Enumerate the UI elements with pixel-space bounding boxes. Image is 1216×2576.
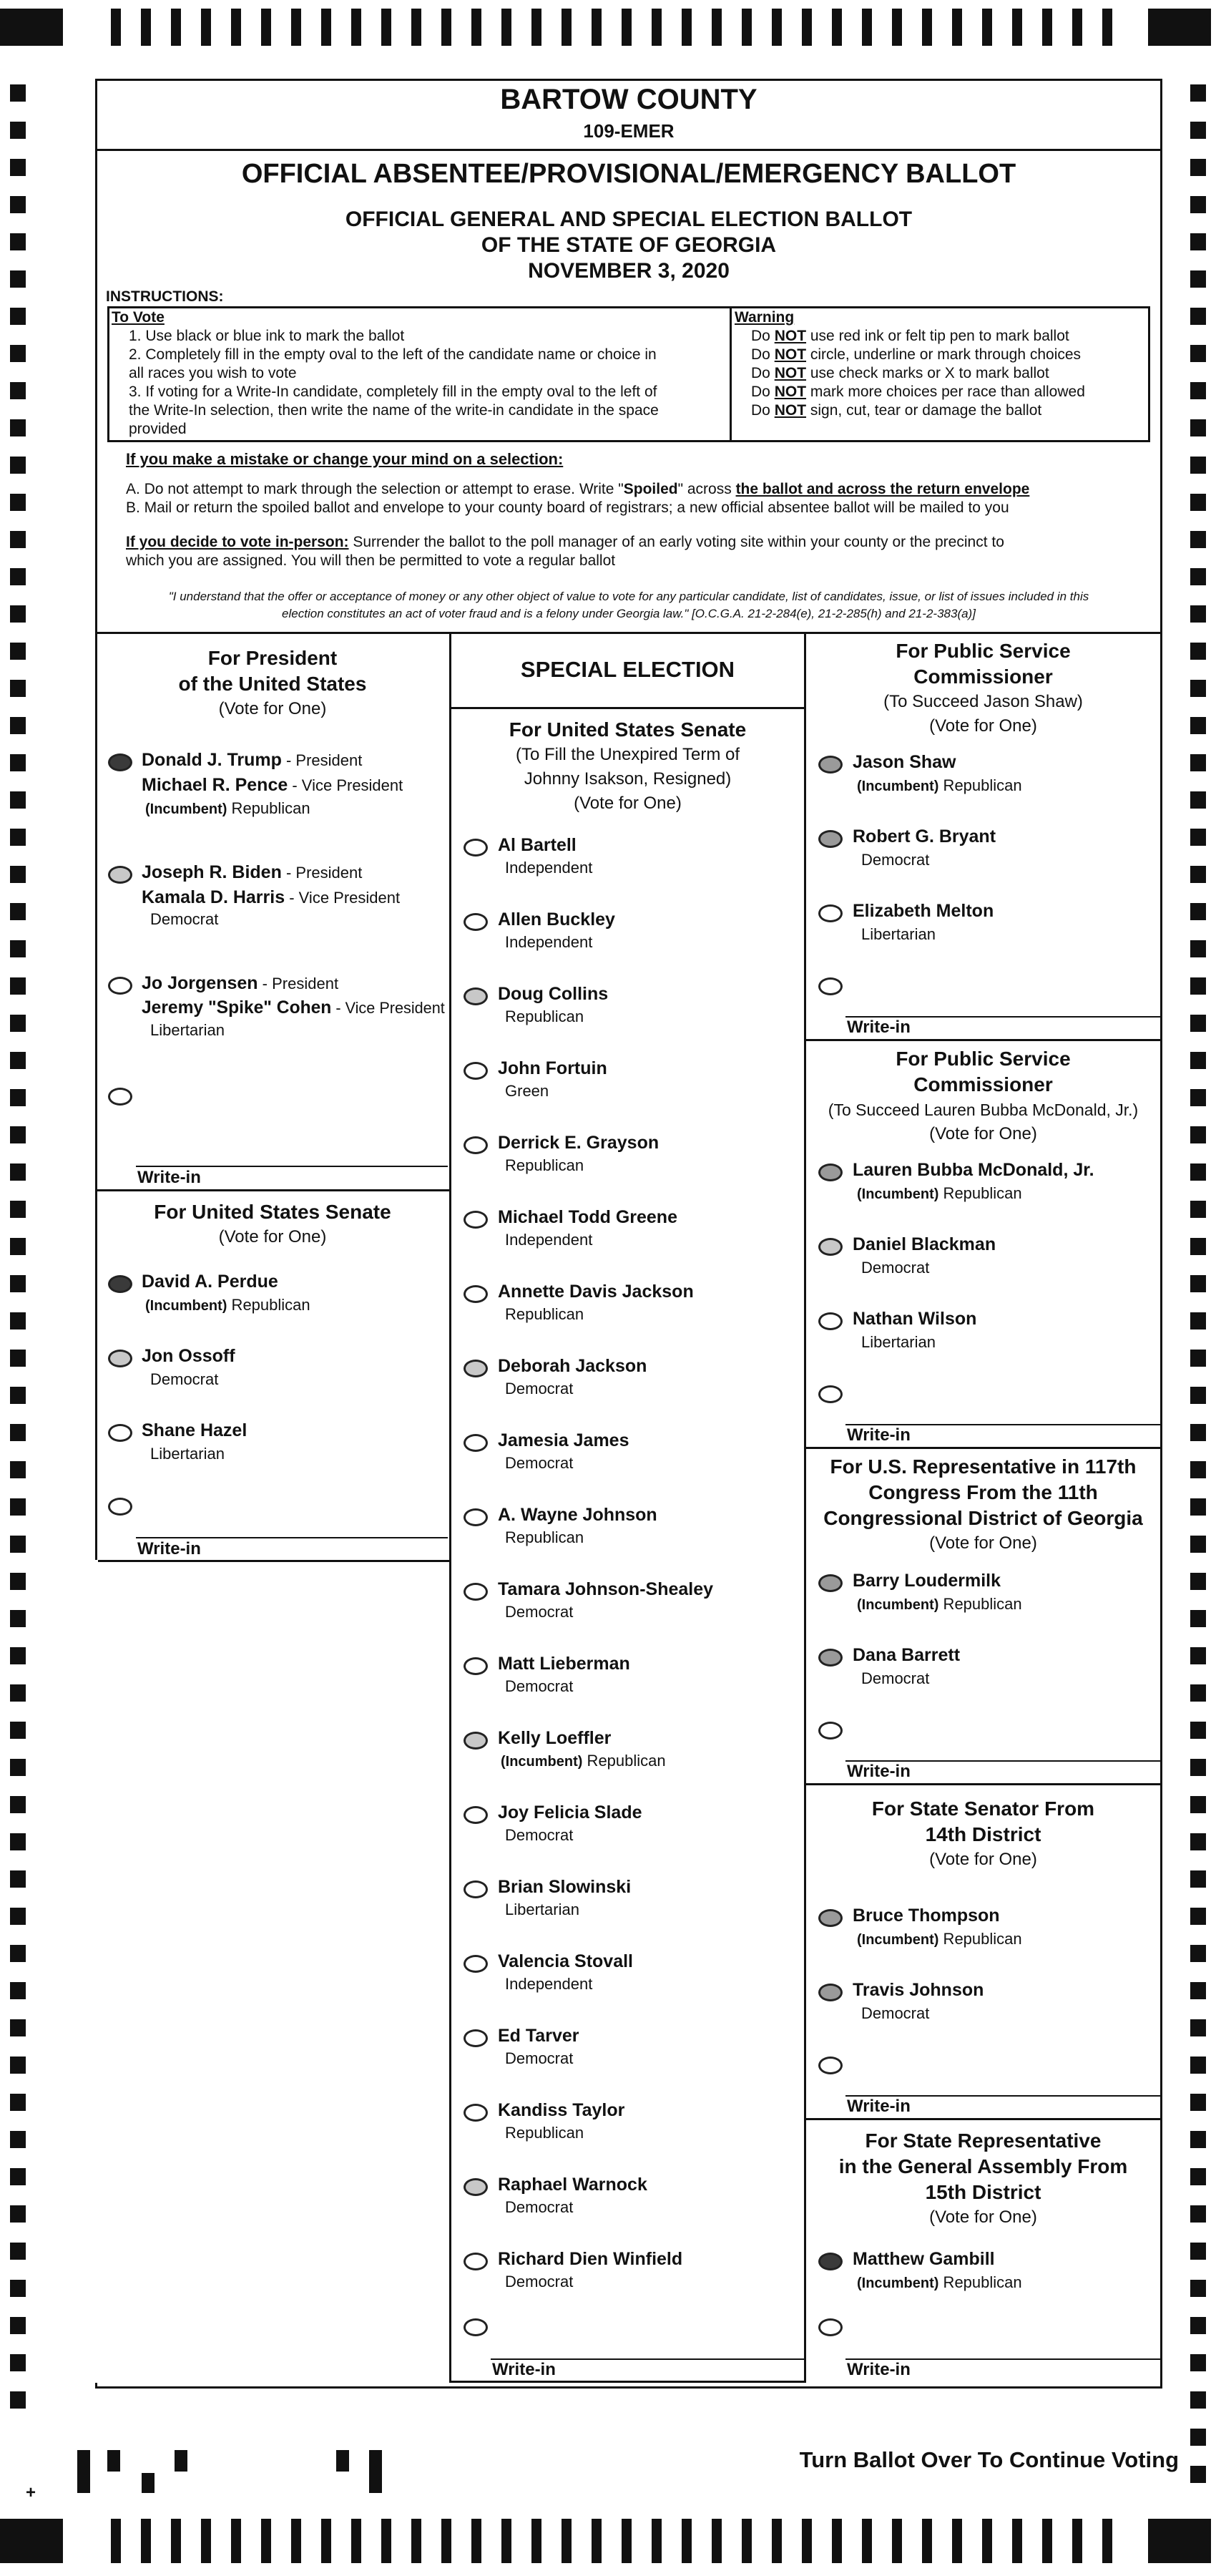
candidate-name: Lauren Bubba McDonald, Jr. [853,1160,1094,1180]
candidate-name: Dana Barrett [853,1645,961,1665]
race-title: 15th District [925,2181,1041,2203]
timing-mark [201,9,211,46]
candidate-party: (Incumbent) Republican [857,776,1022,794]
candidate-party: Green [505,1082,549,1100]
timing-mark [742,9,752,46]
timing-mark [1148,9,1211,46]
vote-oval[interactable] [464,1955,488,1973]
vote-oval[interactable] [464,1285,488,1303]
candidate-party: Independent [505,1975,593,1993]
code-bar [369,2450,382,2493]
candidate-name: Michael Todd Greene [498,1207,677,1227]
timing-mark [141,9,151,46]
race-title: For Public Service [896,640,1071,662]
vote-oval[interactable] [818,1163,843,1181]
candidate-name: Ed Tarver [498,2026,579,2046]
candidate-name: Shane Hazel [142,1420,247,1440]
divider [804,1783,1162,1785]
vote-oval[interactable] [464,1062,488,1080]
candidate-party: Independent [505,859,593,877]
candidate-party: Democrat [505,2049,574,2067]
candidate-name: Raphael Warnock [498,2175,647,2195]
vote-oval[interactable] [818,1649,843,1667]
write-in-label: Write-in [847,1762,911,1781]
candidate-party: Independent [505,1231,593,1249]
candidate-party: Libertarian [150,1445,225,1463]
write-in-line[interactable] [136,1537,448,1538]
race-title: Commissioner [913,665,1053,688]
code-bar [142,2473,155,2493]
candidate-name: Jo Jorgensen - President [142,973,339,993]
write-in-label: Write-in [847,2360,911,2379]
timing-mark [411,9,421,46]
vote-oval-write-in[interactable] [818,977,843,995]
to-vote-label: To Vote [112,309,165,326]
instruction-line: 2. Completely fill in the empty oval to the left of the candidate name or choice in [129,346,657,363]
candidate-name: Joseph R. Biden - President [142,862,363,882]
candidate-party: Libertarian [150,1021,225,1039]
county-name: BARTOW COUNTY [500,84,757,115]
candidate-party: Republican [505,2124,584,2142]
timing-mark [982,9,992,46]
candidate-party: Democrat [505,2198,574,2216]
vote-oval[interactable] [464,1732,488,1750]
divider [804,1447,1162,1449]
timing-mark [1012,9,1022,46]
vote-oval-hazel[interactable] [108,1424,132,1442]
warning-line: Do NOT use red ink or felt tip pen to mark ballot [751,328,1069,344]
vote-oval[interactable] [464,1360,488,1377]
vote-oval[interactable] [464,2104,488,2122]
race-subtitle: (To Fill the Unexpired Term of [515,745,740,764]
race-subtitle: Johnny Isakson, Resigned) [524,769,732,789]
candidate-name: Daniel Blackman [853,1234,996,1254]
vote-oval-write-in[interactable] [818,2318,843,2336]
timing-mark [922,9,932,46]
registration-mark: + [26,2483,36,2502]
warning-line: Do NOT sign, cut, tear or damage the ballot [751,402,1042,419]
candidate-name: David A. Perdue [142,1272,278,1292]
candidate-party: Libertarian [861,925,936,943]
instruction-line: the Write-In selection, then write the name of the write-in candidate in the space [129,402,659,419]
race-title: For State Representative [865,2129,1102,2152]
timing-mark [531,9,541,46]
candidate-party: Democrat [505,1603,574,1621]
vote-oval[interactable] [464,1136,488,1154]
divider [95,1189,450,1191]
vote-oval[interactable] [464,1583,488,1601]
candidate-name: Donald J. Trump - President [142,750,363,770]
candidate-party: (Incumbent) Republican [857,1930,1022,1948]
candidate-name: Tamara Johnson-Shealey [498,1579,714,1599]
candidate-name: Michael R. Pence - Vice President [142,775,403,795]
timing-mark [952,9,962,46]
candidate-party: Democrat [505,1826,574,1844]
vote-oval-biden[interactable] [108,866,132,884]
timing-mark [261,9,271,46]
vote-oval[interactable] [464,2178,488,2196]
vote-for: (Vote for One) [929,1124,1037,1143]
candidate-name: Kandiss Taylor [498,2100,625,2120]
vote-oval-write-in[interactable] [108,1088,132,1106]
candidate-party: Democrat [861,2004,930,2022]
timing-mark [441,9,451,46]
candidate-name: Bruce Thompson [853,1906,1000,1926]
timing-mark [171,9,181,46]
race-title: For United States Senate [154,1201,391,1223]
ballot-title: OFFICIAL ABSENTEE/PROVISIONAL/EMERGENCY BALLOT [241,159,1016,189]
write-in-label: Write-in [137,1168,201,1187]
candidate-name: Travis Johnson [853,1980,984,2000]
vote-for: (Vote for One) [929,1850,1037,1869]
vote-for: (Vote for One) [218,699,327,718]
timing-mark [501,9,511,46]
candidate-party: Democrat [505,2273,574,2290]
timing-mark [682,9,692,46]
race-title: For United States Senate [509,718,747,741]
vote-oval[interactable] [818,830,843,848]
timing-mark [592,9,602,46]
candidate-name: Joy Felicia Slade [498,1802,642,1823]
instruction-line: all races you wish to vote [129,365,297,381]
write-in-label: Write-in [847,2097,911,2116]
ballot-code: 109-EMER [583,120,675,142]
legal-notice-2: election constitutes an act of voter fraud and is a felony under Georgia law." [O.C.G.A. 21-2-284(e), 21-2-285(h) and 21-2-383(a)] [282,607,976,620]
mistake-heading: If you make a mistake or change your mind on a selection: [126,450,564,468]
timing-mark [291,9,301,46]
vote-for: (Vote for One) [929,716,1037,736]
candidate-name: Valencia Stovall [498,1951,633,1971]
divider [95,1560,450,1562]
vote-oval-write-in[interactable] [818,2057,843,2074]
instructions-label: INSTRUCTIONS: [106,288,224,305]
vote-oval[interactable] [464,1806,488,1824]
candidate-party: Democrat [861,1259,930,1277]
in-person-line-1: If you decide to vote in-person: Surrender the ballot to the poll manager of an early voting site within your county or the precinct to [126,534,1004,550]
race-title: For State Senator From [871,1797,1095,1820]
candidate-name: Jamesia James [498,1430,629,1450]
code-bar [336,2450,349,2472]
candidate-name: Derrick E. Grayson [498,1133,660,1153]
vote-oval[interactable] [818,1984,843,2001]
in-person-line-2: which you are assigned. You will then be permitted to vote a regular ballot [126,552,616,569]
timing-mark [712,9,722,46]
vote-oval-jorgensen[interactable] [108,977,132,995]
candidate-name: Barry Loudermilk [853,1571,1001,1591]
timing-mark [652,9,662,46]
candidate-party: Republican [505,1305,584,1323]
timing-mark [562,9,572,46]
candidate-party: Democrat [861,851,930,869]
write-in-label: Write-in [847,1425,911,1445]
ballot-subtitle-2: OF THE STATE OF GEORGIA [481,233,777,257]
candidate-party: Democrat [505,1454,574,1472]
vote-oval[interactable] [818,756,843,774]
candidate-party: Libertarian [861,1333,936,1351]
special-election-label: SPECIAL ELECTION [520,657,735,682]
candidate-party: Democrat [861,1669,930,1687]
candidate-name: Richard Dien Winfield [498,2249,683,2269]
vote-oval[interactable] [818,1909,843,1927]
vote-oval[interactable] [464,1880,488,1898]
timing-mark [1042,9,1052,46]
divider [804,1039,1162,1041]
candidate-party: (Incumbent) Republican [501,1752,666,1770]
timing-mark [471,9,481,46]
candidate-name: Brian Slowinski [498,1877,632,1897]
election-date: NOVEMBER 3, 2020 [528,259,730,283]
instruction-line: 1. Use black or blue ink to mark the ballot [129,328,405,344]
candidate-name: Jon Ossoff [142,1346,235,1366]
race-title: 14th District [925,1823,1041,1845]
vote-oval[interactable] [818,904,843,922]
candidate-name: Kamala D. Harris - Vice President [142,887,401,907]
divider [95,632,1162,634]
vote-for: (Vote for One) [929,1533,1037,1553]
vote-for: (Vote for One) [929,2207,1037,2227]
vote-oval[interactable] [464,1657,488,1675]
turn-over-notice: Turn Ballot Over To Continue Voting [799,2447,1179,2472]
candidate-party: (Incumbent) Republican [857,2273,1022,2291]
vote-oval[interactable] [818,1312,843,1330]
candidate-name: Matt Lieberman [498,1654,630,1674]
candidate-name: A. Wayne Johnson [498,1505,657,1525]
vote-oval-write-in[interactable] [464,2318,488,2336]
column-divider [449,633,451,2383]
candidate-name: Deborah Jackson [498,1356,647,1376]
divider [449,707,804,709]
divider [95,149,1162,151]
race-title: of the United States [178,673,367,695]
mistake-b: B. Mail or return the spoiled ballot and envelope to your county board of registrars; a new official absentee ballot will be mailed to you [126,499,1009,516]
timing-mark [231,9,241,46]
candidate-party: Democrat [150,1370,219,1388]
candidate-name: Jeremy "Spike" Cohen - Vice President [142,997,445,1018]
candidate-party: (Incumbent) Republican [145,799,310,817]
candidate-party: Democrat [505,1677,574,1695]
vote-oval-ossoff[interactable] [108,1350,132,1367]
timing-mark [622,9,632,46]
vote-oval-write-in[interactable] [818,1385,843,1403]
vote-oval[interactable] [464,839,488,857]
candidate-party: Libertarian [505,1901,579,1918]
code-bar [107,2450,120,2472]
candidate-name: Jason Shaw [853,752,956,772]
candidate-party: Republican [505,1156,584,1174]
timing-mark [111,9,121,46]
vote-oval[interactable] [818,1238,843,1256]
candidate-name: Matthew Gambill [853,2249,995,2269]
race-title: For President [207,647,338,669]
race-title: Congressional District of Georgia [823,1507,1143,1529]
timing-mark [892,9,902,46]
candidate-party: (Incumbent) Republican [145,1296,310,1314]
candidate-name: John Fortuin [498,1058,607,1078]
vote-oval[interactable] [464,2029,488,2047]
instruction-line: provided [129,421,187,437]
timing-mark [321,9,331,46]
write-in-label: Write-in [137,1539,201,1558]
vote-oval[interactable] [464,1434,488,1452]
warning-label: Warning [735,309,795,326]
candidate-party: (Incumbent) Republican [857,1595,1022,1613]
divider [804,2118,1162,2120]
vote-for: (Vote for One) [218,1227,327,1246]
vote-oval[interactable] [464,1211,488,1229]
candidate-name: Doug Collins [498,984,609,1004]
timing-mark [862,9,872,46]
candidate-party: Republican [505,1008,584,1025]
vote-oval[interactable] [464,1508,488,1526]
candidate-name: Annette Davis Jackson [498,1282,694,1302]
timing-mark [832,9,842,46]
race-title: For Public Service [896,1048,1071,1070]
vote-oval-trump[interactable] [108,753,132,771]
vote-for: (Vote for One) [574,794,682,813]
warning-line: Do NOT mark more choices per race than allowed [751,384,1085,400]
candidate-name: Robert G. Bryant [853,826,996,847]
vote-oval[interactable] [818,1574,843,1592]
timing-mark [381,9,391,46]
warning-line: Do NOT circle, underline or mark through choices [751,346,1082,363]
vote-oval-write-in[interactable] [108,1498,132,1516]
vote-oval-perdue[interactable] [108,1275,132,1293]
vote-oval-write-in[interactable] [818,1722,843,1740]
code-bar [175,2450,187,2472]
blank-region [95,1560,98,2383]
vote-oval[interactable] [464,987,488,1005]
candidate-party: Republican [505,1528,584,1546]
vote-oval[interactable] [464,913,488,931]
code-bar [77,2450,90,2493]
legal-notice-1: "I understand that the offer or acceptance of money or any other object of value to vote for any particular candidate, list of candidates, issue, or list of issues included in this [168,590,1089,603]
candidate-party: Democrat [150,910,219,928]
write-in-label: Write-in [847,1018,911,1037]
candidate-name: Nathan Wilson [853,1309,977,1329]
write-in-line[interactable] [136,1166,448,1167]
timing-mark [351,9,361,46]
vote-oval[interactable] [464,2253,488,2270]
timing-mark [802,9,812,46]
mistake-a: A. Do not attempt to mark through the selection or attempt to erase. Write "Spoiled" across the ballot and across the return envelope [126,481,1030,497]
divider [449,2381,804,2383]
vote-oval[interactable] [818,2253,843,2270]
instruction-line: 3. If voting for a Write-In candidate, completely fill in the empty oval to the left of [129,384,657,400]
race-subtitle: (To Succeed Lauren Bubba McDonald, Jr.) [828,1101,1139,1119]
race-subtitle: (To Succeed Jason Shaw) [883,692,1083,711]
instructions-divider [730,306,732,442]
warning-line: Do NOT use check marks or X to mark ballot [751,365,1049,381]
timing-mark [772,9,782,46]
race-title: in the General Assembly From [838,2155,1128,2177]
timing-mark [1102,9,1112,46]
candidate-party: Independent [505,933,593,951]
candidate-name: Elizabeth Melton [853,901,994,921]
timing-mark [1072,9,1082,46]
race-title: Congress From the 11th [868,1481,1098,1503]
candidate-name: Kelly Loeffler [498,1728,612,1748]
candidate-name: Al Bartell [498,835,577,855]
timing-mark [0,9,63,46]
ballot-subtitle-1: OFFICIAL GENERAL AND SPECIAL ELECTION BALLOT [345,208,913,231]
write-in-label: Write-in [492,2360,556,2379]
candidate-name: Allen Buckley [498,909,615,930]
race-title: For U.S. Representative in 117th [830,1455,1137,1478]
candidate-party: Democrat [505,1380,574,1397]
race-title: Commissioner [913,1073,1053,1096]
candidate-party: (Incumbent) Republican [857,1184,1022,1202]
